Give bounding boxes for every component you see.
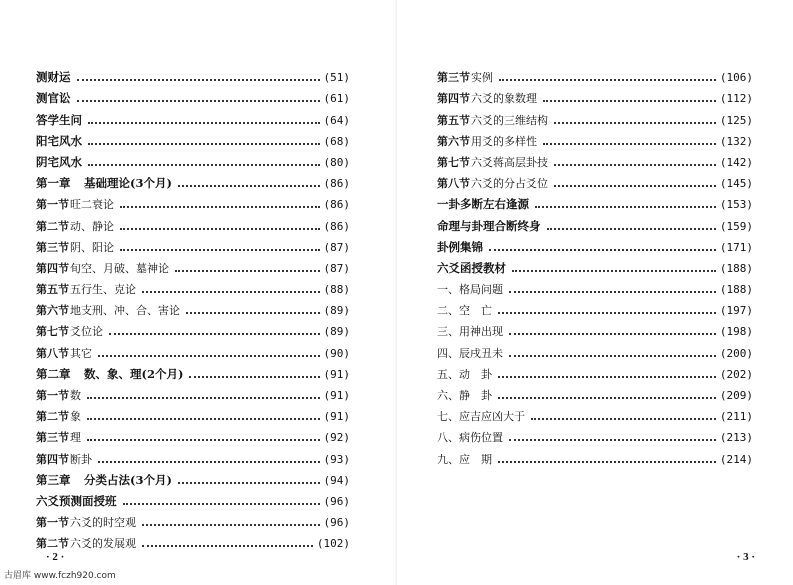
toc-entry-number: 第六节: [36, 304, 69, 318]
toc-entry: [437, 105, 753, 126]
toc-entry: [36, 211, 350, 232]
dot-leader: [98, 461, 320, 463]
toc-entry: [36, 105, 350, 126]
toc-entry-number: 第一节: [36, 516, 69, 530]
toc-entry-page: (102): [316, 537, 350, 551]
toc-entry-page: (188): [719, 283, 753, 297]
dot-leader: [88, 143, 320, 145]
dot-leader: [142, 524, 320, 526]
toc-entry-page: (92): [323, 431, 350, 445]
toc-entry: [437, 402, 753, 423]
dot-leader: [77, 100, 320, 102]
toc-entry-title: 爻位论: [70, 325, 103, 339]
dot-leader: [87, 418, 320, 420]
dot-leader: [554, 164, 716, 166]
toc-entry-number: 第三章: [36, 472, 71, 487]
dot-leader: [178, 482, 320, 484]
dot-leader: [189, 376, 319, 378]
toc-entry-number: 第七节: [36, 325, 69, 339]
toc-entry-page: (202): [719, 367, 753, 381]
dot-leader: [142, 291, 320, 293]
toc-entry-title: 三、用神出现: [437, 325, 503, 339]
toc-entry-title: 分类占法(3个月): [84, 472, 172, 487]
left-page: [0, 0, 396, 585]
toc-entry: [36, 63, 350, 84]
toc-entry: [437, 296, 753, 317]
dot-leader: [175, 270, 320, 272]
toc-entry-number: 第三节: [36, 240, 69, 254]
dot-leader: [77, 79, 320, 81]
toc-entry-page: (159): [719, 219, 753, 233]
toc-entry-number: 第二节: [36, 410, 69, 424]
toc-entry-page: (93): [323, 452, 350, 466]
dot-leader: [142, 545, 313, 547]
toc-entry-number: 第四节: [36, 452, 69, 466]
toc-entry-title: 七、应吉应凶大于: [437, 410, 525, 424]
toc-entry-page: (86): [323, 198, 350, 212]
toc-entry: [437, 254, 753, 275]
toc-entry-number: 第七节: [437, 155, 470, 169]
toc-entry-title: 数、象、理(2个月): [84, 366, 184, 381]
toc-entry: [36, 402, 350, 423]
toc-entry-page: (213): [719, 431, 753, 445]
toc-entry: [36, 487, 350, 508]
dot-leader: [120, 228, 320, 230]
dot-leader: [88, 164, 320, 166]
dot-leader: [498, 397, 716, 399]
toc-entry-page: (91): [323, 389, 350, 402]
toc-entry-title: 其它: [70, 346, 92, 360]
toc-entry: [36, 338, 350, 359]
dot-leader: [498, 461, 716, 463]
toc-list-left: [36, 63, 350, 550]
dot-leader: [87, 397, 320, 399]
toc-entry-page: (96): [323, 516, 350, 530]
page-folio-left: · 2 ·: [46, 551, 65, 563]
toc-entry: [36, 190, 350, 211]
toc-entry: [36, 529, 350, 550]
toc-entry-title: 理: [70, 431, 81, 445]
toc-entry: [36, 296, 350, 317]
toc-entry-page: (94): [323, 473, 350, 487]
toc-entry-title: 动、静论: [70, 219, 114, 233]
dot-leader: [489, 249, 716, 251]
toc-entry-page: (142): [719, 155, 753, 169]
toc-entry: [437, 360, 753, 381]
toc-entry-title: 基础理论(3个月): [84, 176, 172, 191]
toc-entry-page: (51): [323, 71, 350, 85]
toc-entry-title: 象: [70, 410, 81, 424]
toc-entry: [437, 148, 753, 169]
toc-entry-number: 第八节: [36, 346, 69, 360]
toc-entry-number: 第三节: [437, 71, 470, 85]
dot-leader: [87, 439, 320, 441]
dot-leader: [509, 439, 716, 441]
toc-entry-title: 阴宅风水: [36, 154, 82, 169]
toc-entry-page: (197): [719, 304, 753, 318]
dot-leader: [547, 228, 716, 230]
toc-entry-title: 八、病伤位置: [437, 431, 503, 445]
toc-entry-number: 第二章: [36, 366, 71, 381]
toc-entry-page: (61): [323, 92, 350, 106]
toc-entry: [437, 233, 753, 254]
toc-entry-page: (96): [323, 494, 350, 508]
right-page: [397, 0, 793, 585]
toc-entry-title: 旬空、月破、墓神论: [70, 261, 169, 275]
toc-entry: [36, 169, 350, 190]
toc-entry-page: (88): [323, 283, 350, 297]
toc-entry-page: (171): [719, 240, 753, 254]
toc-entry-title: 旺二衰论: [70, 198, 114, 212]
toc-entry-page: (86): [323, 177, 350, 191]
toc-entry-title: 阴、阳论: [70, 240, 114, 254]
toc-entry: [36, 508, 350, 529]
toc-entry: [36, 254, 350, 275]
dot-leader: [498, 312, 716, 314]
toc-entry-number: 第一节: [36, 198, 69, 212]
toc-entry: [36, 233, 350, 254]
toc-entry-title: 六、静 卦: [437, 389, 492, 402]
toc-entry-title: 六爻蒋高层卦技: [471, 155, 548, 169]
toc-entry: [36, 423, 350, 444]
dot-leader: [509, 291, 716, 293]
toc-entry-number: 第一节: [36, 389, 69, 402]
toc-entry-title: 测财运: [36, 70, 71, 85]
toc-entry-page: (145): [719, 177, 753, 191]
toc-entry: [36, 84, 350, 105]
toc-entry-page: (89): [323, 325, 350, 339]
toc-entry: [437, 190, 753, 211]
toc-entry: [437, 84, 753, 105]
dot-leader: [535, 206, 716, 208]
toc-entry-title: 实例: [471, 71, 493, 85]
dot-leader: [509, 333, 716, 335]
dot-leader: [186, 312, 320, 314]
toc-entry-page: (91): [323, 410, 350, 424]
dot-leader: [543, 143, 716, 145]
toc-entry-title: 六爻的发展观: [70, 537, 136, 551]
toc-entry: [437, 275, 753, 296]
toc-entry-number: 第八节: [437, 177, 470, 191]
toc-entry-page: (87): [323, 261, 350, 275]
dot-leader: [88, 122, 320, 124]
toc-entry: [437, 444, 753, 465]
toc-entry: [36, 127, 350, 148]
toc-entry-title: 六爻的分占爻位: [471, 177, 548, 191]
toc-entry-page: (87): [323, 240, 350, 254]
toc-entry-page: (153): [719, 198, 753, 212]
toc-entry-number: 第四节: [36, 261, 69, 275]
dot-leader: [512, 270, 716, 272]
toc-entry-page: (132): [719, 134, 753, 148]
dot-leader: [123, 503, 320, 505]
toc-entry: [437, 338, 753, 359]
toc-entry-number: 第一章: [36, 176, 71, 191]
toc-entry-title: 五、动 卦: [437, 367, 492, 381]
toc-entry-page: (125): [719, 113, 753, 127]
dot-leader: [98, 355, 320, 357]
toc-entry-number: 第五节: [36, 283, 69, 297]
toc-entry: [36, 360, 350, 381]
toc-entry-title: 六爻的象数理: [471, 92, 537, 106]
toc-entry-title: 六爻函授教材: [437, 260, 506, 275]
toc-entry-page: (89): [323, 304, 350, 318]
toc-entry-page: (214): [719, 452, 753, 466]
toc-entry-title: 用爻的多样性: [471, 134, 537, 148]
toc-entry-page: (106): [719, 71, 753, 85]
toc-entry-title: 一、格局问题: [437, 283, 503, 297]
toc-entry-page: (80): [323, 155, 350, 169]
toc-entry-page: (90): [323, 346, 350, 360]
toc-entry-number: 第五节: [437, 113, 470, 127]
toc-entry-page: (188): [719, 261, 753, 275]
toc-entry-title: 六爻预测面授班: [36, 493, 117, 508]
toc-entry-number: 第六节: [437, 134, 470, 148]
dot-leader: [509, 355, 716, 357]
toc-entry: [437, 317, 753, 338]
dot-leader: [554, 185, 716, 187]
dot-leader: [178, 185, 320, 187]
toc-entry-title: 断卦: [70, 452, 92, 466]
toc-entry-title: 六爻的时空观: [70, 516, 136, 530]
toc-entry-title: 数: [70, 389, 81, 402]
toc-entry-page: (198): [719, 325, 753, 339]
toc-entry-title: 四、辰戌丑未: [437, 346, 503, 360]
dot-leader: [499, 79, 716, 81]
toc-entry-page: (86): [323, 219, 350, 233]
toc-entry: [437, 169, 753, 190]
toc-entry: [36, 466, 350, 487]
toc-entry: [437, 127, 753, 148]
watermark: 古眉库 www.fczh920.com: [4, 571, 116, 581]
toc-entry-title: 答学生问: [36, 112, 82, 127]
toc-entry: [36, 148, 350, 169]
toc-entry-page: (200): [719, 346, 753, 360]
dot-leader: [120, 206, 320, 208]
dot-leader: [543, 100, 716, 102]
toc-entry-title: 二、空 亡: [437, 304, 492, 318]
toc-entry-title: 地支刑、冲、合、害论: [70, 304, 180, 318]
dot-leader: [498, 376, 716, 378]
page-folio-right: · 3 ·: [736, 551, 755, 563]
toc-entry-page: (209): [719, 389, 753, 402]
toc-entry-page: (68): [323, 134, 350, 148]
toc-entry: [36, 317, 350, 338]
toc-entry-page: (64): [323, 113, 350, 127]
toc-entry-title: 九、应 期: [437, 452, 492, 466]
toc-entry-page: (112): [719, 92, 753, 106]
toc-list-right: [437, 63, 753, 466]
toc-entry-number: 第二节: [36, 537, 69, 551]
toc-entry: [437, 423, 753, 444]
toc-entry-title: 测官讼: [36, 91, 71, 106]
toc-entry-title: 命理与卦理合断终身: [437, 218, 541, 233]
toc-entry-title: 一卦多断左右逢源: [437, 197, 529, 212]
dot-leader: [120, 249, 320, 251]
dot-leader: [554, 122, 716, 124]
toc-entry-number: 第三节: [36, 431, 69, 445]
toc-entry: [36, 275, 350, 296]
dot-leader: [109, 333, 320, 335]
toc-entry-page: (211): [719, 410, 753, 424]
toc-entry-page: (91): [323, 367, 350, 381]
toc-entry: [36, 444, 350, 465]
toc-entry: [437, 211, 753, 232]
toc-entry-number: 第四节: [437, 92, 470, 106]
toc-entry-title: 卦例集锦: [437, 239, 483, 254]
toc-entry-title: 阳宅风水: [36, 133, 82, 148]
toc-entry: [36, 381, 350, 402]
toc-entry-title: 六爻的三维结构: [471, 113, 548, 127]
toc-entry-title: 五行生、克论: [70, 283, 136, 297]
toc-entry: [437, 63, 753, 84]
toc-entry-number: 第二节: [36, 219, 69, 233]
dot-leader: [531, 418, 716, 420]
toc-entry: [437, 381, 753, 402]
